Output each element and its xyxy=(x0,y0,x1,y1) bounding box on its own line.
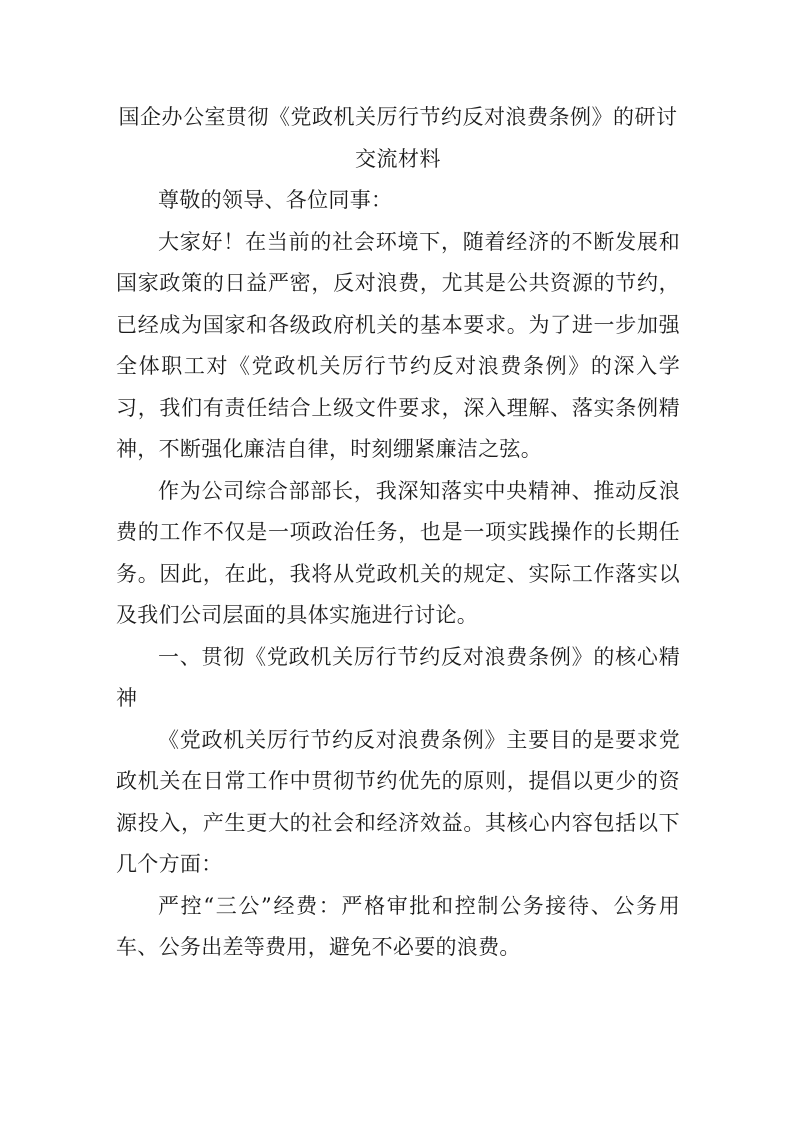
document-page xyxy=(116,96,680,969)
role-paragraph: 作为公司综合部部长，我深知落实中央精神、推动反浪费的工作不仅是一项政治任务，也是一项实践操作的长期任务。因此，在此，我将从党政机关的规定、实际工作落实以及我们公司层面的具体实施进行讨论。 xyxy=(116,478,680,627)
core-spirit-paragraph: 《党政机关厉行节约反对浪费条例》主要目的是要求党政机关在日常工作中贯彻节约优先的原则，提倡以更少的资源投入，产生更大的社会和经济效益。其核心内容包括以下几个方面： xyxy=(116,727,680,876)
salutation-paragraph: 尊敬的领导、各位同事： xyxy=(158,188,393,212)
intro-paragraph: 大家好！在当前的社会环境下，随着经济的不断发展和国家政策的日益严密，反对浪费，尤其是公共资源的节约，已经成为国家和各级政府机关的基本要求。为了进一步加强全体职工对《党政机关厉行节约反对浪费条例》的深入学习，我们有责任结合上级文件要求，深入理解、落实条例精神，不断强化廉洁自律，时刻绷紧廉洁之弦。 xyxy=(116,229,680,461)
section-heading-1: 一、贯彻《党政机关厉行节约反对浪费条例》的核心精神 xyxy=(116,644,680,710)
document-title: 国企办公室贯彻《党政机关厉行节约反对浪费条例》的研讨交流材料 xyxy=(118,105,678,171)
three-public-expenses-paragraph: 严控“三公”经费：严格审批和控制公务接待、公务用车、公务出差等费用，避免不必要的浪费。 xyxy=(116,893,680,959)
